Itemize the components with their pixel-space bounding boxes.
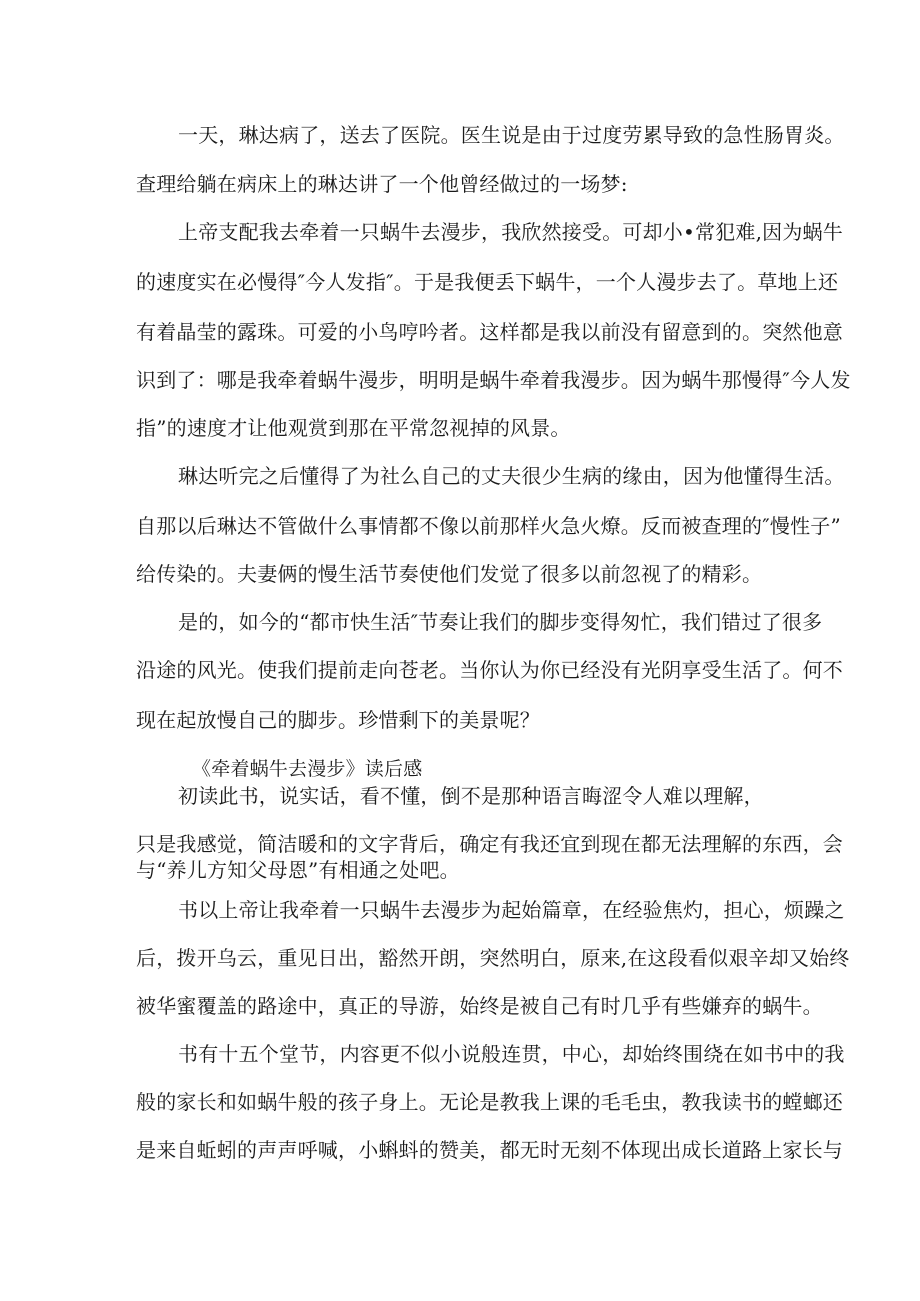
- text-line: 琳达听完之后懂得了为社么自己的丈夫很少生病的缘由，因为他懂得生活。: [178, 464, 845, 488]
- text-line: 的速度实在必慢得″今人发指″。于是我便丢下蜗牛，一个人漫步去了。草地上还: [136, 270, 839, 294]
- text-line: 后，拨开乌云，重见日出，豁然开朗，突然明白，原来,在这段看似艰辛却又始终: [136, 946, 850, 970]
- text-line: 有着晶莹的露珠。可爱的小鸟哼吟者。这样都是我以前没有留意到的。突然他意: [136, 320, 843, 344]
- text-line: 指”的速度才让他观赏到那在平常忽视掉的风景。: [136, 416, 571, 440]
- text-line: 是的，如今的“都市快生活″节奏让我们的脚步变得匆忙，我们错过了很多: [178, 610, 823, 634]
- text-line: 只是我感觉，简洁暖和的文字背后，确定有我还宜到现在都无法理解的东西，会: [136, 832, 843, 856]
- text-line: 上帝支配我去牵着一只蜗牛去漫步，我欣然接受。可却小•常犯难,因为蜗牛: [178, 220, 843, 244]
- text-line: 沿途的风光。使我们提前走向苍老。当你认为你已经没有光阴享受生活了。何不: [136, 658, 843, 682]
- text-line: 识到了：哪是我牵着蜗牛漫步，明明是蜗牛牵着我漫步。因为蜗牛那慢得″今人发: [136, 368, 851, 392]
- text-line: 与“养儿方知父母恩”有相通之处吧。: [136, 858, 460, 882]
- section-title: 《牵着蜗牛去漫步》读后感: [192, 758, 423, 780]
- text-line: 书有十五个堂节，内容更不似小说般连贯，中心，却始终围绕在如书中的我: [178, 1042, 845, 1066]
- text-line: 一天，琳达病了，送去了医院。医生说是由于过度劳累导致的急性肠胃炎。: [178, 123, 845, 147]
- text-line: 书以上帝让我牵着一只蜗牛去漫步为起始篇章，在经验焦灼，担心，烦躁之: [178, 898, 845, 922]
- text-line: 初读此书，说实话，看不懂，倒不是那种语言晦涩令人难以理解，: [178, 784, 764, 808]
- text-line: 自那以后琳达不管做什么事情都不像以前那样火急火燎。反而被查理的″慢性子”: [136, 514, 841, 538]
- text-line: 现在起放慢自己的脚步。珍惜剩下的美景呢？: [136, 708, 540, 732]
- text-line: 查理给躺在病床上的琳达讲了一个他曾经做过的一场梦:: [136, 172, 628, 196]
- text-line: 般的家长和如蜗牛般的孩子身上。无论是教我上课的毛毛虫，教我读书的螳螂还: [136, 1090, 843, 1114]
- text-line: 被华蜜覆盖的路途中，真正的导游，始终是被自己有时几乎有些嫌弃的蜗牛。: [136, 994, 823, 1018]
- text-line: 是来自蚯蚓的声声呼喊，小蝌蚪的赞美，都无时无刻不体现出成长道路上家长与: [136, 1138, 843, 1162]
- text-line: 给传染的。夫妻俩的慢生活节奏使他们发觉了很多以前忽视了的精彩。: [136, 562, 763, 586]
